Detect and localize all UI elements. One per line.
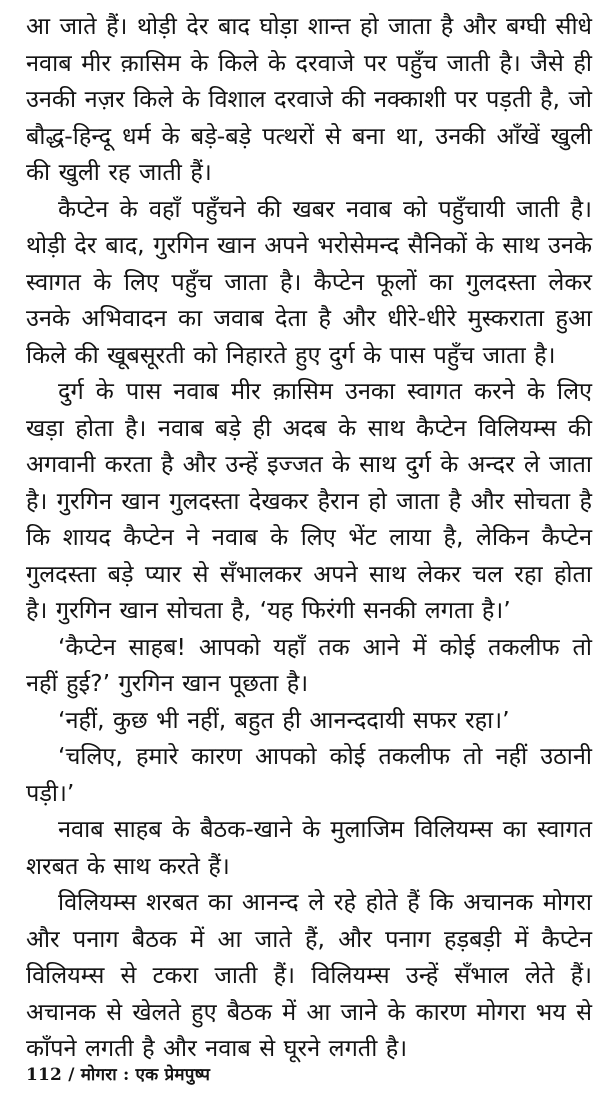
paragraph-8: विलियम्स शरबत का आनन्द ले रहे होते हैं कि अचानक मोगरा और पनाग बैठक में आ जाते हैं, और पनाग हड़बड़ी में कैप्टेन विलियम्स से टकरा जाती हैं। विलियम्स उन्हें सँभाल लेते हैं। अचानक से खेलते हुए बैठक में आ जाने के कारण मोगरा भय से काँपने लगती है और नवाब से घूरने लगती है। bbox=[26, 888, 592, 1062]
page-body bbox=[26, 8, 592, 1067]
page-footer: 112 / मोगरा : एक प्रेमपुष्प bbox=[26, 1065, 211, 1085]
paragraph-6: ‘चलिए, हमारे कारण आपको कोई तकलीफ तो नहीं उठानी पड़ी।’ bbox=[26, 742, 592, 807]
paragraph-3: दुर्ग के पास नवाब मीर क़ासिम उनका स्वागत करने के लिए खड़ा होता है। नवाब बड़े ही अदब के साथ कैप्टेन विलियम्स की अगवानी करता है और उन्हें इज्जत के साथ दुर्ग के अन्दर ले जाता है। गुरगिन खान गुलदस्ता देखकर हैरान हो जाता है और सोचता है कि शायद कैप्टेन ने नवाब के लिए भेंट लाया है, लेकिन कैप्टेन गुलदस्ता बड़े प्यार से सँभालकर अपने साथ लेकर चल रहा होता है। गुरगिन खान सोचता है, ‘यह फिरंगी सनकी लगता है।’ bbox=[26, 377, 592, 624]
paragraph-2: कैप्टेन के वहाँ पहुँचने की खबर नवाब को पहुँचायी जाती है। थोड़ी देर बाद, गुरगिन खान अपने भरोसेमन्द सैनिकों के साथ उनके स्वागत के लिए पहुँच जाता है। कैप्टेन फूलों का गुलदस्ता लेकर उनके अभिवादन का जवाब देता है और धीरे-धीरे मुस्कराता हुआ किले की खूबसूरती को निहारते हुए दुर्ग के पास पहुँच जाता है। bbox=[26, 194, 592, 369]
paragraph-5: ‘नहीं, कुछ भी नहीं, बहुत ही आनन्ददायी सफर रहा।’ bbox=[58, 705, 510, 734]
paragraph-4: ‘कैप्टेन साहब! आपको यहाँ तक आने में कोई तकलीफ तो नहीं हुई?’ गुरगिन खान पूछता है। bbox=[26, 632, 592, 697]
paragraph-1: आ जाते हैं। थोड़ी देर बाद घोड़ा शान्त हो जाता है और बग्घी सीधे नवाब मीर क़ासिम के किले के दरवाजे पर पहुँच जाती है। जैसे ही उनकी नज़र किले के विशाल दरवाजे की नक्काशी पर पड़ती है, जो बौद्ध-हिन्दू धर्म के बड़े-बड़े पत्थरों से बना था, उनकी आँखें खुली की खुली रह जाती हैं। bbox=[26, 12, 592, 186]
paragraph-7: नवाब साहब के बैठक-खाने के मुलाजिम विलियम्स का स्वागत शरबत के साथ करते हैं। bbox=[26, 815, 592, 880]
